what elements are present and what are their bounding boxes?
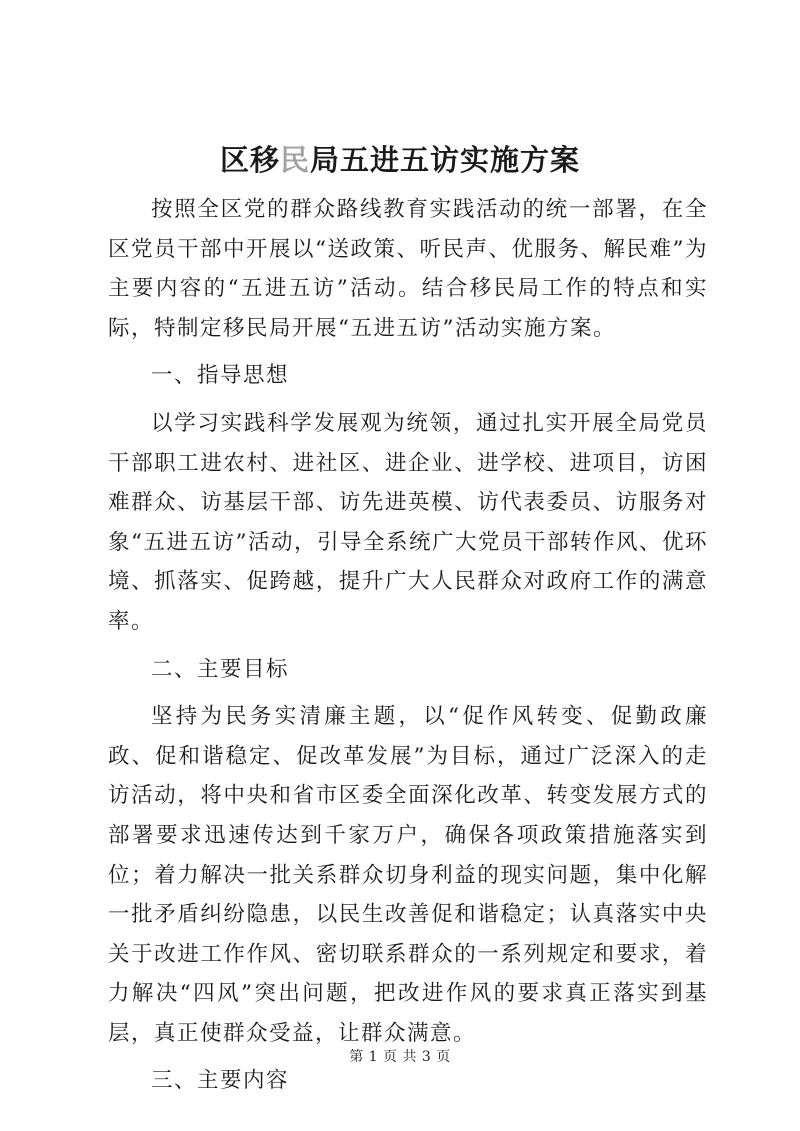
title-text-part2: 民	[279, 143, 310, 177]
guiding-ideology-paragraph: 以学习实践科学发展观为统领，通过扎实开展全局党员干部职工进农村、进社区、进企业、进学校、进项目，访困难群众、访基层干部、访先进英模、访代表委员、访服务对象“五进五访”活动，引导全系统广大党员干部转作风、优环境、抓落实、促跨越，提升广大人民群众对政府工作的满意率。	[108, 410, 708, 634]
page-number-footer: 第 1 页 共 3 页	[349, 1049, 451, 1065]
title-text-part3: 局五进五访实施方案	[310, 143, 581, 177]
title-text-part1: 区移	[219, 143, 280, 177]
document-body	[108, 190, 708, 1101]
section-heading-guiding-ideology: 一、指导思想	[151, 363, 290, 389]
document-title	[0, 140, 800, 180]
intro-paragraph: 按照全区党的群众路线教育实践活动的统一部署，在全区党员干部中开展以“送政策、听民声、优服务、解民难”为主要内容的“五进五访”活动。结合移民局工作的特点和实际，特制定移民局开展“五进五访”活动实施方案。	[108, 197, 708, 341]
section-heading-main-content: 三、主要内容	[151, 1068, 290, 1094]
main-goals-paragraph: 坚持为民务实清廉主题，以“促作风转变、促勤政廉政、促和谐稳定、促改革发展”为目标，通过广泛深入的走访活动，将中央和省市区委全面深化改革、转变发展方式的部署要求迅速传达到千家万户，确保各项政策措施落实到位；着力解决一批关系群众切身利益的现实问题，集中化解一批矛盾纠纷隐患，以民生改善促和谐稳定；认真落实中央关于改进工作作风、密切联系群众的一系列规定和要求，着力解决“四风”突出问题，把改进作风的要求真正落实到基层，真正使群众受益，让群众满意。	[108, 704, 708, 1046]
section-heading-main-goals: 二、主要目标	[151, 656, 290, 682]
